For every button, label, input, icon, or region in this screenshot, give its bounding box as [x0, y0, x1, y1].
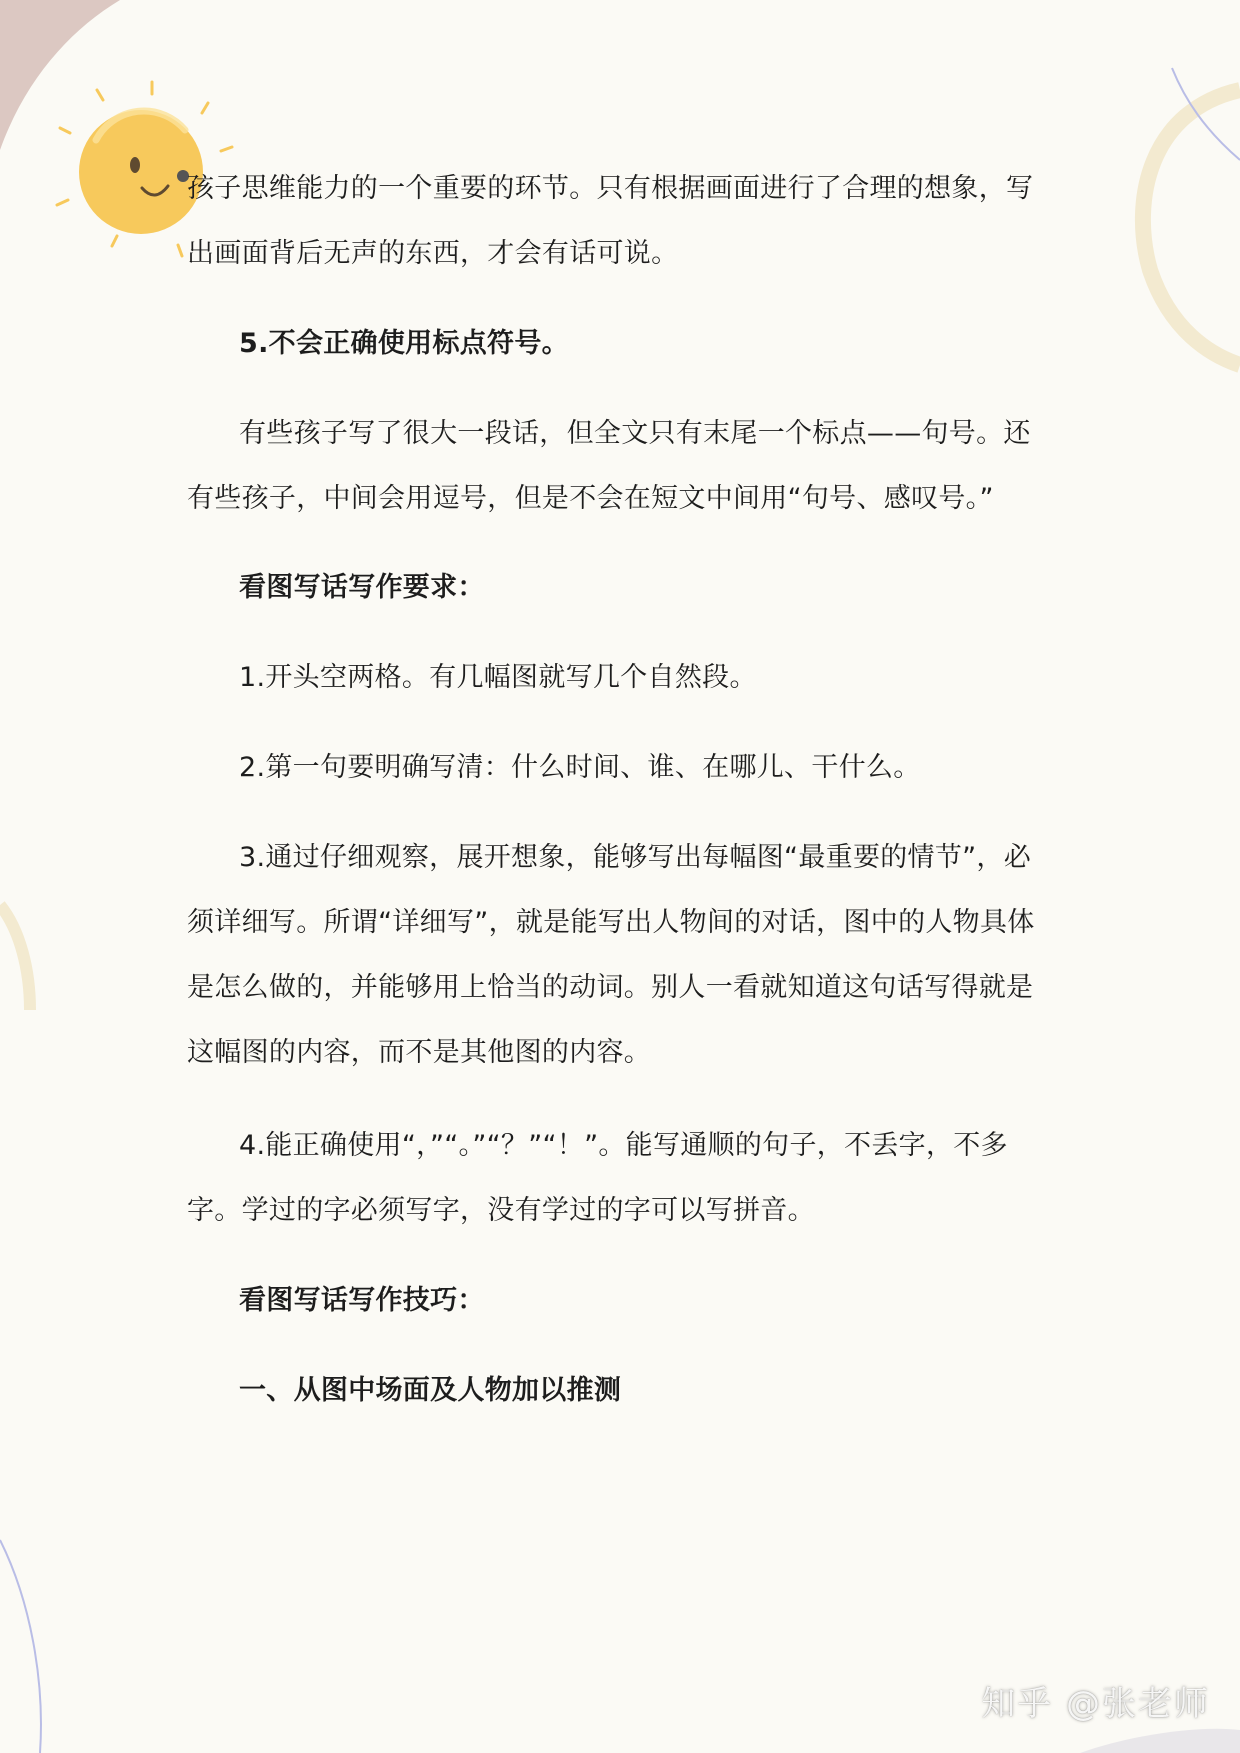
watermark: 知乎 @张老师 [981, 1684, 1210, 1724]
left-curve [0, 1540, 41, 1753]
heading-requirements: 看图写话写作要求： [239, 572, 485, 603]
ring-arc [1143, 90, 1240, 365]
requirement-item-3: 3.通过仔细观察，展开想象，能够写出每幅图“最重要的情节”，必须详细写。所谓“详细写”，就是能写出人物间的对话，图中的人物具体是怎么做的，并能够用上恰当的动词。别人一看就知道这句话写得就是这幅图的内容，而不是其他图的内容。 [187, 842, 1035, 1068]
heading-techniques: 看图写话写作技巧： [239, 1285, 485, 1316]
paragraph-punctuation: 有些孩子写了很大一段话，但全文只有末尾一个标点——句号。还有些孩子，中间会用逗号，但是不会在短文中间用“句号、感叹号。” [187, 418, 1031, 514]
bottom-right-blob [1080, 1729, 1240, 1753]
requirement-item-2: 2.第一句要明确写清：什么时间、谁、在哪儿、干什么。 [239, 752, 921, 783]
requirement-item-1: 1.开头空两格。有几幅图就写几个自然段。 [239, 662, 757, 693]
paragraph-continuation: 孩子思维能力的一个重要的环节。只有根据画面进行了合理的想象，写出画面背后无声的东西，才会有话可说。 [187, 173, 1034, 269]
heading-punctuation: 5.不会正确使用标点符号。 [239, 328, 569, 359]
left-arc [0, 905, 30, 1010]
requirement-item-4: 4.能正确使用“，”“。”“？”“！”。能写通顺的句子，不丢字，不多字。学过的字必须写字，没有学过的字可以写拼音。 [187, 1130, 1008, 1226]
technique-item-1: 一、从图中场面及人物加以推测 [239, 1375, 622, 1406]
article-body [187, 156, 1057, 1423]
